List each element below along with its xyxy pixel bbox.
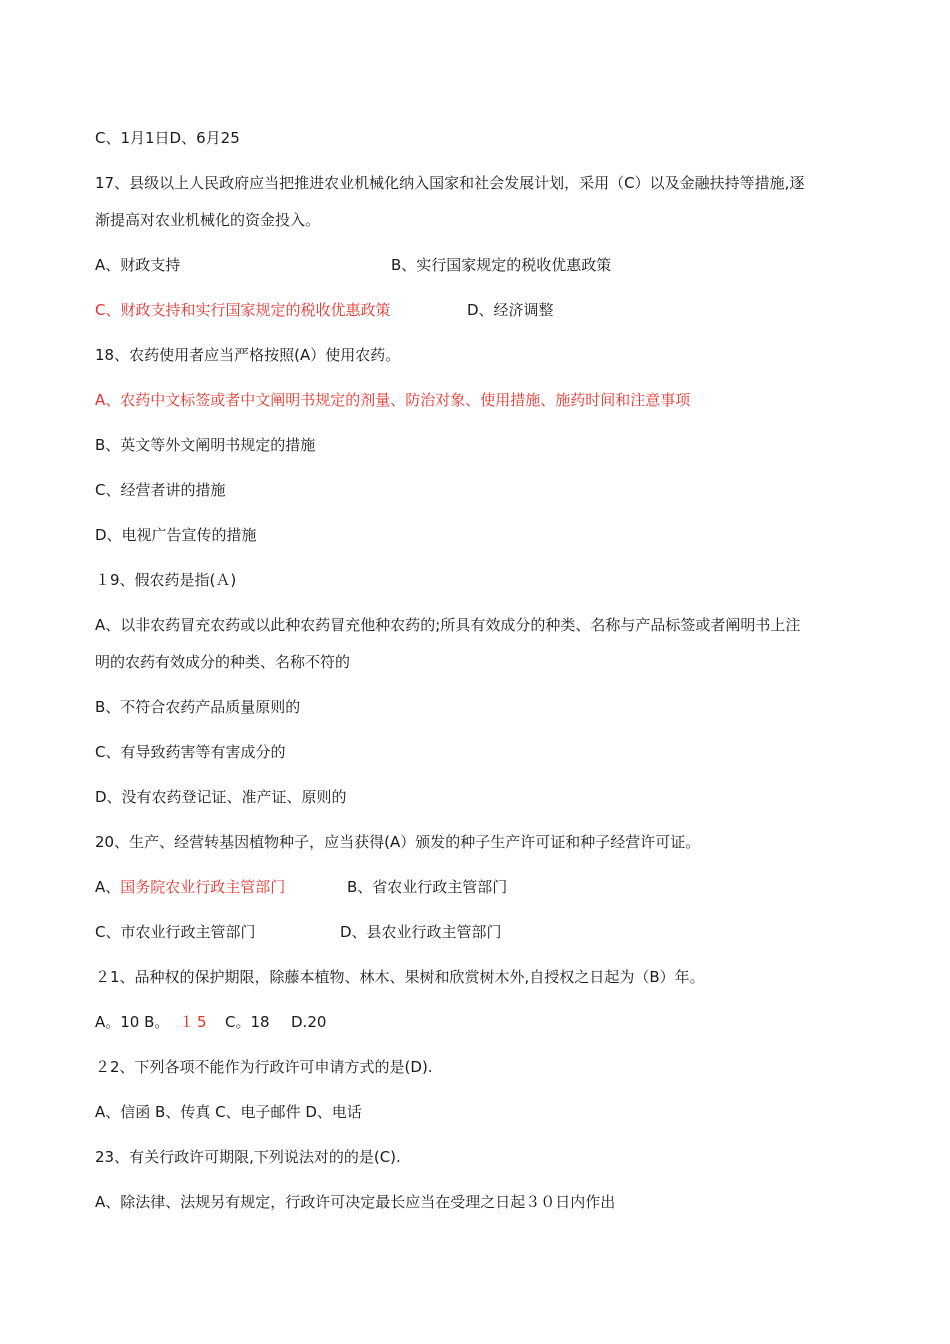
q19-option-d: D、没有农药登记证、准产证、原则的 (95, 788, 347, 806)
q20-options-cd (95, 921, 875, 943)
q17-options-cd (95, 299, 875, 321)
q20-options-ab (95, 876, 875, 898)
q21-options (95, 1011, 875, 1033)
q18-option-b: B、英文等外文阐明书规定的措施 (95, 436, 316, 454)
q17-question-line1: 17、县级以上人民政府应当把推进农业机械化纳入国家和社会发展计划，采用（C）以及金融扶持等措施,逐 (95, 174, 805, 192)
q18-option-a-answer: A、农药中文标签或者中文阐明书规定的剂量、防治对象、使用措施、施药时间和注意事项 (95, 391, 691, 409)
q18-option-c: C、经营者讲的措施 (95, 481, 226, 499)
q18-question: 18、农药使用者应当严格按照(A）使用农药。 (95, 346, 401, 364)
q23-option-a: A、除法律、法规另有规定，行政许可决定最长应当在受理之日起３０日内作出 (95, 1193, 616, 1211)
q20-option-b: B、省农业行政主管部门 (347, 878, 508, 896)
q19-question: １9、假农药是指(Ａ) (95, 571, 237, 589)
q18-option-d: D、电视广告宣传的措施 (95, 526, 257, 544)
q19-option-c: C、有导致药害等有害成分的 (95, 743, 286, 761)
q19-option-b: B、不符合农药产品质量原则的 (95, 698, 301, 716)
q21-option-d: D.20 (291, 1013, 327, 1031)
q22-question: ２2、下列各项不能作为行政许可申请方式的是(D). (95, 1058, 433, 1076)
q20-option-c: C、市农业行政主管部门 (95, 923, 256, 941)
q20-option-a-prefix: A、 (95, 878, 121, 896)
q20-option-d: D、县农业行政主管部门 (340, 923, 502, 941)
q17-option-a: A、财政支持 (95, 256, 181, 274)
q21-option-c: C。18 (225, 1013, 270, 1031)
q17-question-line2: 渐提高对农业机械化的资金投入。 (95, 211, 321, 229)
q19-option-a-line1: A、以非农药冒充农药或以此种农药冒充他种农药的;所具有效成分的种类、名称与产品标签或者阐明书上注 (95, 616, 801, 634)
q22-options: A、信函 B、传真 C、电子邮件 D、电话 (95, 1103, 362, 1121)
q17-option-c-answer: C、财政支持和实行国家规定的税收优惠政策 (95, 301, 391, 319)
q21-options-ab: A。10 B。 (95, 1013, 170, 1031)
q19-option-a-line2: 明的农药有效成分的种类、名称不符的 (95, 653, 351, 671)
q17-option-d: D、经济调整 (467, 301, 554, 319)
q21-question: ２1、品种权的保护期限，除藤本植物、林木、果树和欣赏树木外,自授权之日起为（B）年。 (95, 968, 705, 986)
q16-options-cd: C、1月1日D、6月25 (95, 129, 240, 147)
q20-option-a-answer: 国务院农业行政主管部门 (120, 878, 286, 896)
q23-question: 23、有关行政许可期限,下列说法对的的是(C). (95, 1148, 401, 1166)
q21-option-b-answer: １5 (179, 1013, 210, 1031)
q17-option-b: B、实行国家规定的税收优惠政策 (391, 256, 612, 274)
q20-question: 20、生产、经营转基因植物种子，应当获得(A）颁发的种子生产许可证和种子经营许可证。 (95, 833, 701, 851)
q17-options-ab (95, 254, 875, 276)
